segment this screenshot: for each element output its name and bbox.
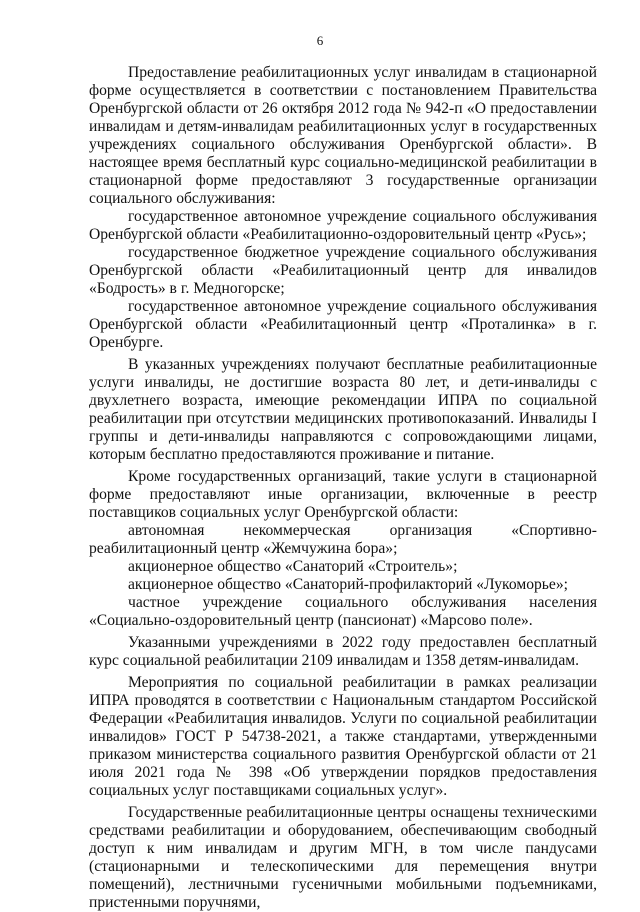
paragraph-org-rus: государственное автономное учреждение социального обслуживания Оренбургской области «Реабилитационно-оздоровительный центр «Русь»; [89, 208, 597, 243]
paragraph-org-bodrost: государственное бюджетное учреждение социального обслуживания Оренбургской области «Реабилитационный центр для инвалидов «Бодрость» в г. Медногорске; [89, 244, 597, 297]
paragraph-org-lukomorye: акционерное общество «Санаторий-профилакторий «Лукоморье»; [128, 576, 568, 593]
paragraph-org-zhemchuzhina: автономная некоммерческая организация «Спортивно-реабилитационный центр «Жемчужина бора»; [89, 522, 597, 557]
paragraph-standards: Мероприятия по социальной реабилитации в рамках реализации ИПРА проводятся в соответствии с Национальным стандартом Российской Федерации «Реабилитация инвалидов. Услуги по социальной реабилитации инвалидов» ГОСТ Р 54738-2021, а также стандартами, утвержденными приказом министерства социального развития Оренбургской области от 21 июля 2021 года № 398 «Об утверждении порядков предоставления социальных услуг поставщиками социальных услуг». [89, 674, 597, 799]
paragraph-statistics: Указанными учреждениями в 2022 году предоставлен бесплатный курс социальной реабилитации 2109 инвалидам и 1358 детям-инвалидам. [89, 634, 597, 669]
page-number: 6 [316, 33, 324, 48]
paragraph-equipment: Государственные реабилитационные центры оснащены техническими средствами реабилитации и оборудованием, обеспечивающим свободный доступ к ним инвалидам и другим МГН, в том числе пандусами (стационарными и телескопическими для перемещения внутри помещений), лестничными гусеничными мобильными подъемниками, пристенными поручнями, [89, 804, 597, 911]
paragraph-org-marsovo-pole: частное учреждение социального обслуживания населения «Социально-оздоровительный центр (пансионат) «Марсово поле». [89, 594, 597, 629]
paragraph-intro: Предоставление реабилитационных услуг инвалидам в стационарной форме осуществляется в соответствии с постановлением Правительства Оренбургской области от 26 октября 2012 года № 942-п «О предоставлении инвалидам и детям-инвалидам реабилитационных услуг в государственных учреждениях социального обслуживания Оренбургской области». В настоящее время бесплатный курс социально-медицинской реабилитации в стационарной форме предоставляют 3 государственные организации социального обслуживания: [89, 64, 597, 207]
document-body [89, 64, 597, 912]
paragraph-eligibility: В указанных учреждениях получают бесплатные реабилитационные услуги инвалиды, не достигшие возраста 80 лет, и дети-инвалиды с двухлетнего возраста, имеющие рекомендации ИПРА по социальной реабилитации при отсутствии медицинских противопоказаний. Инвалиды I группы и дети-инвалиды направляются с сопровождающими лицами, которым бесплатно предоставляются проживание и питание. [89, 356, 597, 463]
paragraph-org-protalinka: государственное автономное учреждение социального обслуживания Оренбургской области «Реабилитационный центр «Проталинка» в г. Оренбурге. [89, 298, 597, 351]
paragraph-other-orgs: Кроме государственных организаций, такие услуги в стационарной форме предоставляют иные организации, включенные в реестр поставщиков социальных услуг Оренбургской области: [89, 468, 597, 521]
paragraph-org-stroitel: акционерное общество «Санаторий «Строитель»; [128, 558, 458, 575]
